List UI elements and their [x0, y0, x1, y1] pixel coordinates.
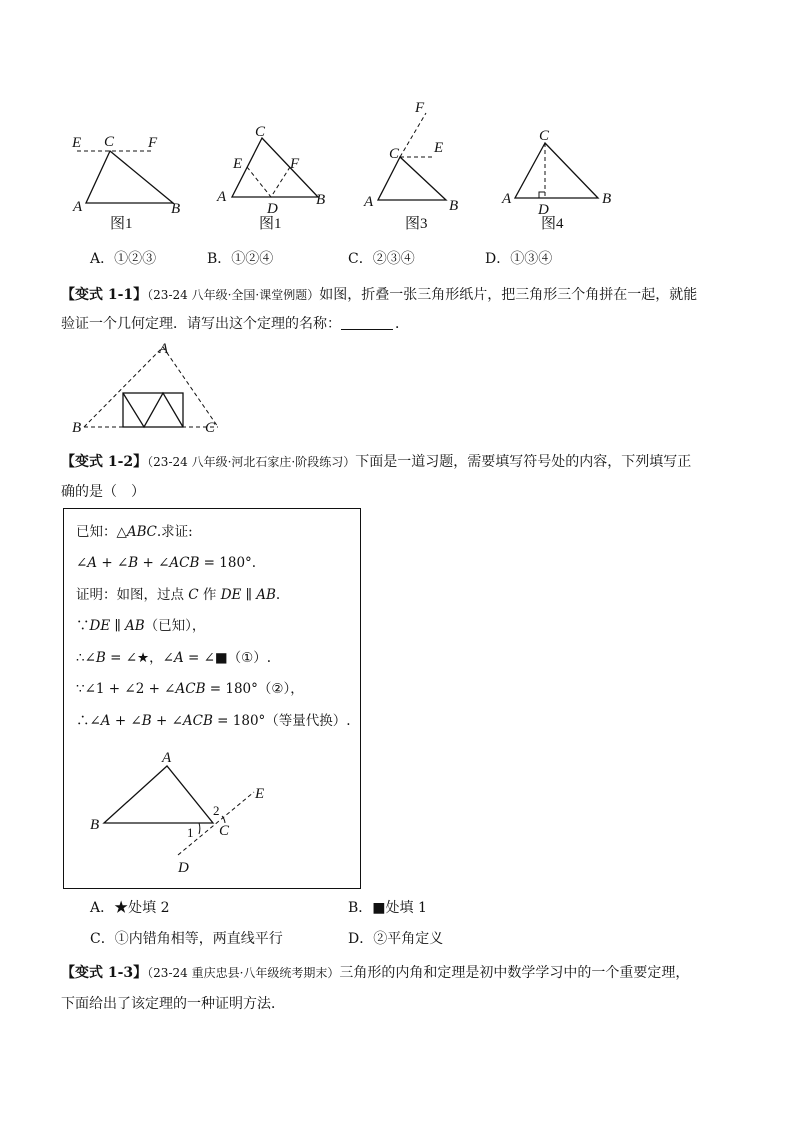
proof-label-D: D [178, 860, 189, 876]
question-text: 验证一个几何定理．请写出这个定理的名称： [61, 316, 341, 332]
fig1-label-B: B [171, 201, 181, 217]
option-letter: A． [90, 251, 115, 267]
question-text: 如图，折叠一张三角形纸片，把三角形三个角拼在一起，就能 [319, 287, 698, 303]
fig4-label-A: A [502, 191, 512, 207]
fig1-label-C: C [104, 134, 115, 150]
option-letter: B． [207, 251, 232, 267]
option-d[interactable] [485, 249, 552, 269]
option-text: ■处填 1 [372, 900, 427, 916]
question-tag: 【变式 1-3】 [61, 965, 148, 981]
fig2-label-A: A [217, 189, 227, 205]
question-text: 下面是一道习题，需要填写符号处的内容，下列填写正 [355, 454, 692, 470]
option-b[interactable] [348, 898, 427, 918]
question-source: （23-24 重庆忠县·八年级统考期末） [147, 966, 340, 980]
fold-label-A: A [159, 341, 169, 357]
question-tag: 【变式 1-2】 [61, 454, 148, 470]
proof-line: ∠𝐴 + ∠𝐵 + ∠𝐴𝐶𝐵 = 180°. [76, 555, 257, 571]
proof-label-A: A [162, 750, 172, 766]
proof-line: 已知：△𝐴𝐵𝐶.求证: [76, 524, 193, 540]
option-letter: D． [348, 931, 374, 947]
folded-triangle-figure [66, 338, 236, 438]
question-tag: 【变式 1-1】 [61, 287, 148, 303]
option-d[interactable] [348, 929, 443, 949]
fig2-label-E: E [233, 156, 243, 172]
fig3-label-F: F [415, 100, 425, 116]
option-a[interactable] [90, 249, 156, 269]
option-letter: B． [348, 900, 373, 916]
answer-blank[interactable] [341, 315, 393, 330]
fold-label-B: B [72, 420, 82, 436]
figure-1 [71, 134, 180, 232]
fig4-label-C: C [539, 128, 550, 144]
proof-line: ∴∠𝐵 = ∠★，∠𝐴 = ∠■（①）. [76, 650, 272, 666]
option-text: ②平角定义 [373, 931, 444, 947]
question-source: （23-24 八年级·河北石家庄·阶段练习） [147, 455, 356, 469]
question-1-1-line2 [61, 314, 409, 334]
option-text: ①②③ [114, 251, 157, 267]
fold-label-C: C [205, 420, 216, 436]
fig1-label-E: E [72, 135, 82, 151]
question-text: 三角形的内角和定理是初中数学学习中的一个重要定理， [339, 965, 690, 981]
proof-box [63, 508, 361, 889]
option-letter: A． [90, 900, 115, 916]
option-text: ①②④ [231, 251, 274, 267]
question-text: 下面给出了该定理的一种证明方法． [61, 996, 285, 1012]
fig3-label-B: B [449, 198, 459, 214]
option-b[interactable] [207, 249, 273, 269]
proof-label-B: B [90, 817, 100, 833]
fig3-label-E: E [434, 140, 444, 156]
fig2-label-F: F [290, 156, 300, 172]
option-text: ①内错角相等，两直线平行 [114, 931, 283, 947]
fig2-label-B: B [316, 192, 326, 208]
fig2-label-D: D [267, 201, 278, 217]
fig3-caption: 图3 [405, 216, 428, 232]
geometry-figures-row [60, 100, 640, 235]
fig4-label-D: D [538, 202, 549, 218]
figure-4 [501, 128, 611, 232]
proof-angle-1: 1 [187, 825, 194, 840]
fig1-label-F: F [148, 135, 158, 151]
question-1-2-line2 [61, 482, 145, 502]
question-1-1-line1 [61, 285, 697, 305]
proof-label-C: C [219, 823, 230, 839]
proof-line: ∵𝐷𝐸 ∥ 𝐴𝐵（已知）， [76, 618, 206, 634]
fig2-caption: 图1 [259, 216, 282, 232]
option-text: ★处填 2 [114, 900, 170, 916]
fig1-label-A: A [73, 199, 83, 215]
option-letter: C． [90, 931, 115, 947]
question-1-3-line1 [61, 963, 689, 983]
question-1-2-line1 [61, 452, 691, 472]
fig3-label-A: A [364, 194, 374, 210]
figure-2 [216, 124, 325, 232]
option-a[interactable] [90, 898, 169, 918]
proof-line: ∴∠𝐴 + ∠𝐵 + ∠𝐴𝐶𝐵 = 180°（等量代换）. [76, 713, 351, 729]
fig2-label-C: C [255, 124, 266, 140]
question-1-3-line2 [61, 994, 285, 1014]
proof-line: 证明：如图，过点 𝐶 作 𝐷𝐸 ∥ 𝐴𝐵. [76, 587, 281, 603]
proof-angle-2: 2 [213, 803, 220, 818]
option-text: ①③④ [510, 251, 553, 267]
fig4-caption: 图4 [541, 216, 564, 232]
proof-line: ∵∠1 + ∠2 + ∠𝐴𝐶𝐵 = 180°（②）， [76, 681, 304, 697]
option-text: ②③④ [372, 251, 415, 267]
figure-3 [363, 100, 458, 232]
proof-figure [74, 741, 294, 876]
question-text: 确的是（ ） [61, 484, 145, 500]
option-c[interactable] [348, 249, 415, 269]
question-text-end: ． [395, 316, 409, 332]
fig3-label-C: C [389, 146, 400, 162]
fig4-label-B: B [602, 191, 612, 207]
question-source: （23-24 八年级·全国·课堂例题） [147, 288, 320, 302]
option-c[interactable] [90, 929, 283, 949]
option-letter: C． [348, 251, 373, 267]
proof-label-E: E [255, 786, 265, 802]
option-letter: D． [485, 251, 511, 267]
fig1-caption: 图1 [110, 216, 133, 232]
